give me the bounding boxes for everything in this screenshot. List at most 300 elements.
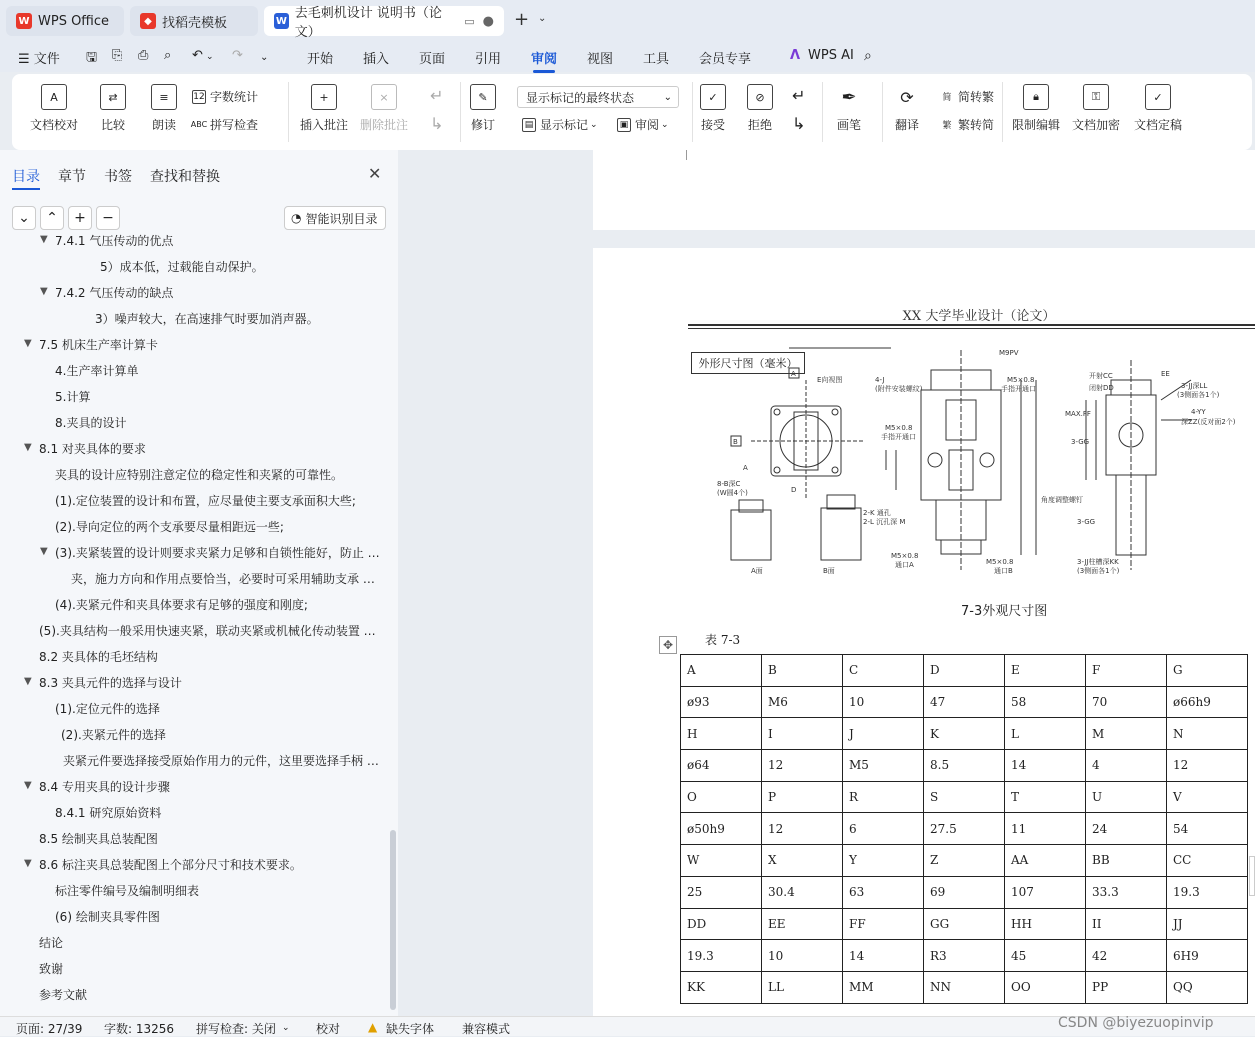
toc-item[interactable]: 8.5 绘制夹具总装配图 (39, 832, 158, 846)
toc-item[interactable]: (1).定位装置的设计和布置，应尽量使主要支承面积大些; (55, 494, 356, 508)
ribbon-separator (822, 82, 823, 142)
toc-item[interactable]: 致谢 (39, 962, 64, 976)
toc-item[interactable]: 夹紧元件要选择接受原始作用力的元件，这里要选择手柄 … (63, 754, 379, 768)
table-cell[interactable]: B (762, 655, 843, 687)
collapse-all-button[interactable] (12, 206, 36, 230)
table-row (681, 876, 1248, 908)
proof-status[interactable]: 校对 (316, 1022, 341, 1036)
table-move-handle-icon[interactable]: ✥ (659, 636, 677, 654)
accept-button[interactable] (700, 84, 726, 133)
expand-button[interactable] (40, 206, 64, 230)
table-cell[interactable]: ø64 (681, 750, 762, 782)
delete-comment-label: 删除批注 (360, 118, 409, 132)
table-row (681, 655, 1248, 687)
hamburger-icon: ☰ (18, 52, 34, 67)
save-icon[interactable]: 🖫 (86, 50, 98, 65)
toc-item[interactable]: 夹，施力方向和作用点要恰当，必要时可采用辅助支承 … (71, 572, 375, 586)
menu-view[interactable]: 视图 (587, 52, 614, 67)
table-cell[interactable]: 19.3 (1167, 876, 1248, 908)
table-cell[interactable]: K (924, 718, 1005, 750)
toc-item[interactable]: (4).夹紧元件和夹具体要求有足够的强度和刚度; (55, 598, 308, 612)
table-cell[interactable]: 12 (762, 813, 843, 845)
table-cell[interactable]: 27.5 (924, 813, 1005, 845)
reject-button[interactable] (747, 84, 773, 133)
to-traditional-label: 简转繁 (958, 90, 995, 104)
toc-item[interactable]: 参考文献 (39, 988, 88, 1002)
header-rule (688, 324, 1255, 326)
table-cell[interactable]: 6H9 (1167, 940, 1248, 972)
encrypt-button[interactable] (1072, 84, 1120, 133)
menu-tools[interactable]: 工具 (643, 52, 670, 67)
table-cell[interactable]: 42 (1086, 940, 1167, 972)
spell-check-status[interactable]: 拼写检查: 关闭 (196, 1022, 276, 1036)
table-cell[interactable]: M5 (843, 750, 924, 782)
table-cell[interactable]: KK (681, 971, 762, 1003)
accept-icon: ✓ (700, 84, 726, 110)
margin-mark (686, 150, 687, 160)
compare-label: 比较 (100, 118, 125, 132)
table-cell[interactable]: ø66h9 (1167, 686, 1248, 718)
table-caption: 表 7-3 (705, 633, 741, 647)
table-cell[interactable]: X (762, 845, 843, 877)
tab-toc[interactable]: 目录 (12, 169, 40, 185)
show-marks-icon: ▤ (522, 118, 536, 132)
drawing-label: (W圆4个) (717, 489, 748, 497)
drawing-label: MAX.FF (1065, 410, 1091, 418)
show-marks-button[interactable]: ▤ 显示标记 ⌄ (522, 116, 598, 133)
table-cell[interactable]: 11 (1005, 813, 1086, 845)
finalize-icon: ✓ (1145, 84, 1171, 110)
tab-label: WPS Office (38, 13, 110, 29)
review-pane-label: 审阅 (635, 118, 660, 132)
drawing-label: M9PV (999, 349, 1019, 357)
close-icon[interactable]: ✕ (368, 164, 382, 183)
status-bar (0, 1016, 1255, 1036)
expand-toggle-icon[interactable]: ▼ (40, 286, 48, 297)
table-cell[interactable]: 107 (1005, 876, 1086, 908)
next-revision-icon[interactable]: ↳ (792, 114, 806, 133)
word-count-button[interactable] (192, 88, 258, 105)
toc-item[interactable]: 夹具的设计应特别注意定位的稳定性和夹紧的可靠性。 (55, 468, 344, 482)
spell-check-button[interactable] (192, 116, 258, 133)
expand-toggle-icon[interactable]: ▼ (40, 234, 48, 245)
table-cell[interactable]: 33.3 (1086, 876, 1167, 908)
table-cell[interactable]: NN (924, 971, 1005, 1003)
menu-references[interactable]: 引用 (475, 52, 502, 67)
toc-item[interactable]: (5).夹具结构一般采用快速夹紧，联动夹紧或机械化传动装置 … (39, 624, 376, 638)
drawing-label: M5×0.8 (885, 424, 913, 432)
drawing-label: M5×0.8 (1007, 376, 1035, 384)
doc-check-label: 文档校对 (30, 118, 79, 132)
table-cell[interactable]: Z (924, 845, 1005, 877)
table-cell[interactable]: 4 (1086, 750, 1167, 782)
to-traditional-button[interactable] (940, 88, 994, 105)
toc-item[interactable]: 7.5 机床生产率计算卡 (39, 338, 158, 352)
prev-comment-icon[interactable]: ↵ (430, 86, 444, 105)
drawing-label: M5×0.8 (891, 552, 919, 560)
tab-label: 去毛刺机设计 说明书（论文） (294, 6, 442, 40)
table-cell[interactable]: 63 (843, 876, 924, 908)
table-row (681, 971, 1248, 1003)
table-cell[interactable]: II (1086, 908, 1167, 940)
table-cell[interactable]: 10 (762, 940, 843, 972)
to-simplified-icon: 繁 (942, 121, 952, 131)
monitor-icon[interactable]: ▭ (464, 14, 475, 28)
table-cell[interactable]: R3 (924, 940, 1005, 972)
toc-item[interactable]: 8.6 标注夹具总装配图上个部分尺寸和技术要求。 (39, 858, 302, 872)
reject-label: 拒绝 (747, 118, 772, 132)
drawing-label: B (733, 438, 738, 446)
tab-find-replace[interactable]: 查找和替换 (150, 169, 220, 185)
drawing-label: EE (1161, 370, 1170, 378)
table-cell[interactable]: 14 (843, 940, 924, 972)
insert-comment-button[interactable] (300, 84, 348, 133)
table-cell[interactable]: V (1167, 781, 1248, 813)
compare-icon: ⇄ (100, 84, 126, 110)
compat-mode-status: 兼容模式 (462, 1022, 511, 1036)
prev-revision-icon[interactable]: ↵ (792, 86, 806, 105)
toc-item[interactable]: 5.计算 (55, 390, 91, 404)
table-cell[interactable]: T (1005, 781, 1086, 813)
table-cell[interactable]: 24 (1086, 813, 1167, 845)
toc-item[interactable]: (2).导向定位的两个支承要尽量相距远一些; (55, 520, 284, 534)
table-cell[interactable]: PP (1086, 971, 1167, 1003)
toc-list (0, 234, 398, 1016)
smart-toc-button[interactable] (284, 206, 386, 230)
table-cell[interactable]: ø93 (681, 686, 762, 718)
previous-page (593, 150, 1255, 230)
new-tab-plus-icon[interactable]: + (514, 9, 530, 30)
toc-item[interactable]: (6) 绘制夹具零件图 (55, 910, 160, 924)
review-pane-button[interactable]: ▣ 审阅 ⌄ (617, 116, 669, 133)
chevron-down-icon: ⌄ (663, 91, 672, 103)
toc-item[interactable]: 8.3 夹具元件的选择与设计 (39, 676, 182, 690)
menu-review[interactable]: 审阅 (531, 48, 557, 67)
table-cell[interactable]: M6 (762, 686, 843, 718)
table-cell[interactable]: FF (843, 908, 924, 940)
display-state-value: 显示标记的最终状态 (526, 90, 635, 105)
insert-comment-label: 插入批注 (300, 118, 349, 132)
table-cell[interactable]: QQ (1167, 971, 1248, 1003)
unsaved-dot-icon[interactable]: ● (482, 13, 494, 29)
drawing-label: A (743, 464, 748, 472)
toc-item[interactable]: 8.4.1 研究原始资料 (55, 806, 162, 820)
file-label: 文件 (33, 52, 60, 67)
redo-icon[interactable]: ↷ (232, 48, 243, 63)
table-cell[interactable]: MM (843, 971, 924, 1003)
page-header: XX 大学毕业设计（论文） (902, 309, 1056, 324)
translate-button[interactable] (894, 84, 920, 133)
toc-item[interactable]: 8.夹具的设计 (55, 416, 127, 430)
warning-icon: ▲ (368, 1020, 378, 1034)
menu-page[interactable]: 页面 (419, 52, 446, 67)
table-row (681, 686, 1248, 718)
expand-toggle-icon[interactable]: ▼ (24, 338, 32, 349)
minus-icon: − (102, 210, 114, 226)
revise-label: 修订 (470, 118, 495, 132)
toc-item[interactable]: 5）成本低，过载能自动保护。 (100, 260, 264, 274)
drawing-label: (附件安装螺纹) (875, 385, 923, 393)
delete-comment-icon: × (371, 84, 397, 110)
ribbon-separator (882, 82, 883, 142)
expand-toggle-icon[interactable]: ▼ (24, 676, 32, 687)
chevron-down-icon[interactable]: ⌄ (282, 1023, 290, 1033)
expand-toggle-icon[interactable]: ▼ (40, 546, 48, 557)
table-cell[interactable]: Y (843, 845, 924, 877)
menu-wps-ai[interactable]: WPS AI (808, 48, 854, 63)
menu-home[interactable]: 开始 (307, 52, 334, 67)
word-count-indicator[interactable]: 字数: 13256 (104, 1022, 175, 1036)
revise-icon: ✎ (470, 84, 496, 110)
drawing-label: 3-JJ深LL (1181, 382, 1208, 390)
table-cell[interactable]: G (1167, 655, 1248, 687)
toc-item[interactable]: 8.2 夹具体的毛坯结构 (39, 650, 158, 664)
table-cell[interactable]: J (843, 718, 924, 750)
undo-dropdown-icon[interactable]: ⌄ (206, 52, 214, 62)
toc-item[interactable]: 标注零件编号及编制明细表 (55, 884, 200, 898)
print-preview-icon[interactable]: ⌕ (164, 48, 172, 63)
table-cell[interactable]: F (1086, 655, 1167, 687)
review-ribbon (12, 74, 1252, 150)
figure-caption: 7-3外观尺寸图 (961, 604, 1048, 619)
drawing-label: 深ZZ(反对面2个) (1181, 418, 1236, 426)
toc-item[interactable]: (2).夹紧元件的选择 (61, 728, 166, 742)
drawing-label: (3侧面各1个) (1077, 567, 1120, 575)
toc-item[interactable]: (1).定位元件的选择 (55, 702, 160, 716)
table-cell[interactable]: O (681, 781, 762, 813)
table-cell[interactable]: M (1086, 718, 1167, 750)
drawing-label: (3侧面各1个) (1177, 391, 1220, 399)
drawing-label: 4-YY (1191, 408, 1206, 416)
toc-item[interactable]: 8.4 专用夹具的设计步骤 (39, 780, 170, 794)
table-cell[interactable]: 8.5 (924, 750, 1005, 782)
remove-heading-button[interactable] (96, 206, 120, 230)
svg-text:A: A (791, 370, 796, 378)
toc-item[interactable]: 7.4.1 气压传动的优点 (55, 234, 174, 248)
dimension-table (680, 654, 1248, 1004)
table-cell[interactable]: LL (762, 971, 843, 1003)
tab-chapters[interactable]: 章节 (58, 169, 86, 185)
drawing-label: 2-L 沉孔深 M (863, 518, 906, 526)
doc-check-button[interactable] (30, 84, 78, 133)
table-cell[interactable]: R (843, 781, 924, 813)
drawing-label: 闭射DD (1089, 384, 1114, 392)
reject-icon: ⊘ (747, 84, 773, 110)
toc-item[interactable]: (3).夹紧装置的设计则要求夹紧力足够和自锁性能好，防止 … (55, 546, 380, 560)
table-cell[interactable]: HH (1005, 908, 1086, 940)
tab-wps-office[interactable] (6, 6, 124, 36)
table-cell[interactable]: GG (924, 908, 1005, 940)
translate-icon: ⟳ (900, 87, 914, 107)
table-cell[interactable]: 45 (1005, 940, 1086, 972)
drawing-label: 3-JJ柱槽深KK (1077, 558, 1119, 566)
insert-comment-icon: + (311, 84, 337, 110)
drawing-label: E向视图 (817, 376, 843, 384)
table-cell[interactable]: OO (1005, 971, 1086, 1003)
table-cell[interactable]: JJ (1167, 908, 1248, 940)
drawing-label: 2-K 通孔 (863, 509, 891, 517)
menu-insert[interactable]: 插入 (363, 52, 390, 67)
table-cell[interactable]: E (1005, 655, 1086, 687)
table-cell[interactable]: D (924, 655, 1005, 687)
encrypt-icon: ⚿ (1083, 84, 1109, 110)
drawing-label: 8-B深C (717, 480, 741, 488)
tab-label: 找稻壳模板 (162, 15, 228, 31)
to-simplified-label: 繁转简 (958, 118, 995, 132)
export-icon[interactable]: ⎘ (112, 48, 123, 63)
finalize-label: 文档定稿 (1134, 118, 1183, 132)
file-menu[interactable] (18, 48, 60, 67)
translate-label: 翻译 (894, 118, 919, 132)
read-aloud-icon: ≡ (151, 84, 177, 110)
drawing-label: 3-GG (1071, 438, 1090, 446)
compare-button[interactable] (100, 84, 126, 133)
toc-item[interactable]: 4.生产率计算单 (55, 364, 139, 378)
table-cell[interactable]: 25 (681, 876, 762, 908)
active-tab-underline (12, 188, 40, 190)
read-aloud-button[interactable] (151, 84, 177, 133)
drawing-label: 3-GG (1077, 518, 1096, 526)
table-cell[interactable]: S (924, 781, 1005, 813)
tab-list-chevron-icon[interactable]: ⌄ (538, 13, 547, 24)
show-marks-label: 显示标记 (540, 118, 589, 132)
restrict-edit-label: 限制编辑 (1012, 118, 1061, 132)
table-cell[interactable]: 54 (1167, 813, 1248, 845)
missing-font-status[interactable]: 缺失字体 (386, 1022, 435, 1036)
drawing-label: B面 (823, 567, 835, 575)
table-cell[interactable]: 14 (1005, 750, 1086, 782)
table-cell[interactable]: BB (1086, 845, 1167, 877)
chevron-up-icon: ⌃ (46, 210, 58, 226)
navigation-sidebar (0, 150, 398, 1016)
table-cell[interactable]: N (1167, 718, 1248, 750)
tab-bookmarks[interactable]: 书签 (104, 169, 132, 185)
expand-toggle-icon[interactable]: ▼ (24, 858, 32, 869)
search-icon[interactable]: ⌕ (864, 48, 872, 64)
next-comment-icon[interactable]: ↳ (430, 114, 444, 133)
wps-logo-icon: W (16, 13, 32, 29)
ribbon-separator (288, 82, 289, 142)
review-pane-icon: ▣ (617, 118, 631, 132)
table-cell[interactable]: CC (1167, 845, 1248, 877)
table-cell[interactable]: I (762, 718, 843, 750)
revise-button[interactable] (470, 84, 496, 133)
add-heading-button[interactable] (68, 206, 92, 230)
to-traditional-icon: 简 (942, 93, 952, 103)
writer-icon: W (274, 13, 289, 29)
dimension-drawing (691, 340, 1251, 580)
table-cell[interactable]: P (762, 781, 843, 813)
table-cell[interactable]: 12 (1167, 750, 1248, 782)
page-indicator[interactable]: 页面: 27/39 (16, 1022, 83, 1036)
plus-icon: + (74, 210, 86, 226)
page-edge-handle[interactable] (1249, 856, 1255, 896)
figure-title-box: 外形尺寸图（毫米） (691, 352, 805, 374)
table-cell[interactable]: L (1005, 718, 1086, 750)
lock-document-icon: 🔒︎ (1023, 84, 1049, 110)
title-tab-bar (0, 0, 1255, 40)
table-cell[interactable]: W (681, 845, 762, 877)
drawing-label: 通口B (994, 567, 1013, 575)
table-cell[interactable]: A (681, 655, 762, 687)
read-aloud-label: 朗读 (151, 118, 176, 132)
drawing-label: A面 (751, 567, 763, 575)
drawing-label: 手指开通口 (881, 433, 916, 441)
menu-bar (0, 40, 1255, 72)
table-cell[interactable]: 30.4 (762, 876, 843, 908)
table-row (681, 940, 1248, 972)
toc-item[interactable]: 8.1 对夹具体的要求 (39, 442, 146, 456)
expand-toggle-icon[interactable]: ▼ (24, 780, 32, 791)
tab-docer-templates[interactable] (130, 6, 258, 36)
table-cell[interactable]: 47 (924, 686, 1005, 718)
chevron-down-icon: ⌄ (18, 210, 30, 226)
ribbon-separator (1002, 82, 1003, 142)
to-simplified-button[interactable] (940, 116, 994, 133)
restrict-edit-button[interactable] (1012, 84, 1060, 133)
sidebar-scrollbar[interactable] (390, 830, 396, 1010)
more-chevron-icon[interactable]: ⌄ (260, 52, 269, 63)
finalize-button[interactable] (1134, 84, 1182, 133)
pen-button[interactable] (836, 84, 862, 133)
table-cell[interactable]: 19.3 (681, 940, 762, 972)
wps-ai-logo-icon: ᐱ (790, 48, 801, 63)
tab-current-document[interactable] (264, 6, 504, 40)
table-cell[interactable]: H (681, 718, 762, 750)
docer-icon: ◆ (140, 13, 156, 29)
table-cell[interactable]: 6 (843, 813, 924, 845)
doc-check-icon: A (41, 84, 67, 110)
table-cell[interactable]: 69 (924, 876, 1005, 908)
toc-item[interactable]: 7.4.2 气压传动的缺点 (55, 286, 174, 300)
expand-toggle-icon[interactable]: ▼ (24, 442, 32, 453)
smart-recognize-icon: ◔ (291, 211, 302, 225)
table-cell[interactable]: AA (1005, 845, 1086, 877)
drawing-label: 通口A (895, 561, 914, 569)
table-row (681, 781, 1248, 813)
spell-check-icon: ABC (190, 120, 208, 129)
table-cell[interactable]: 58 (1005, 686, 1086, 718)
header-rule (688, 328, 1255, 329)
accept-label: 接受 (700, 118, 725, 132)
display-state-select[interactable] (517, 86, 679, 108)
table-row (681, 718, 1248, 750)
table-row (681, 750, 1248, 782)
print-icon[interactable]: ⎙ (138, 48, 149, 63)
table-cell[interactable]: EE (762, 908, 843, 940)
ribbon-separator (692, 82, 693, 142)
encrypt-label: 文档加密 (1072, 118, 1121, 132)
table-cell[interactable]: ø50h9 (681, 813, 762, 845)
spell-check-label: 拼写检查 (210, 118, 259, 132)
table-cell[interactable]: C (843, 655, 924, 687)
toc-item[interactable]: 结论 (39, 936, 64, 950)
undo-icon[interactable]: ↶ (192, 48, 203, 63)
document-page[interactable] (593, 248, 1255, 1028)
word-count-label: 字数统计 (210, 90, 259, 104)
table-cell[interactable]: DD (681, 908, 762, 940)
table-cell[interactable]: 10 (843, 686, 924, 718)
menu-member[interactable]: 会员专享 (699, 52, 752, 67)
table-cell[interactable]: 70 (1086, 686, 1167, 718)
table-cell[interactable]: U (1086, 781, 1167, 813)
drawing-label: 手指开通口 (1001, 385, 1036, 393)
delete-comment-button[interactable] (360, 84, 408, 133)
table-cell[interactable]: 12 (762, 750, 843, 782)
ribbon-separator (460, 82, 461, 142)
toc-item[interactable]: 3）噪声较大，在高速排气时要加消声器。 (95, 312, 319, 326)
pen-label: 画笔 (836, 118, 861, 132)
